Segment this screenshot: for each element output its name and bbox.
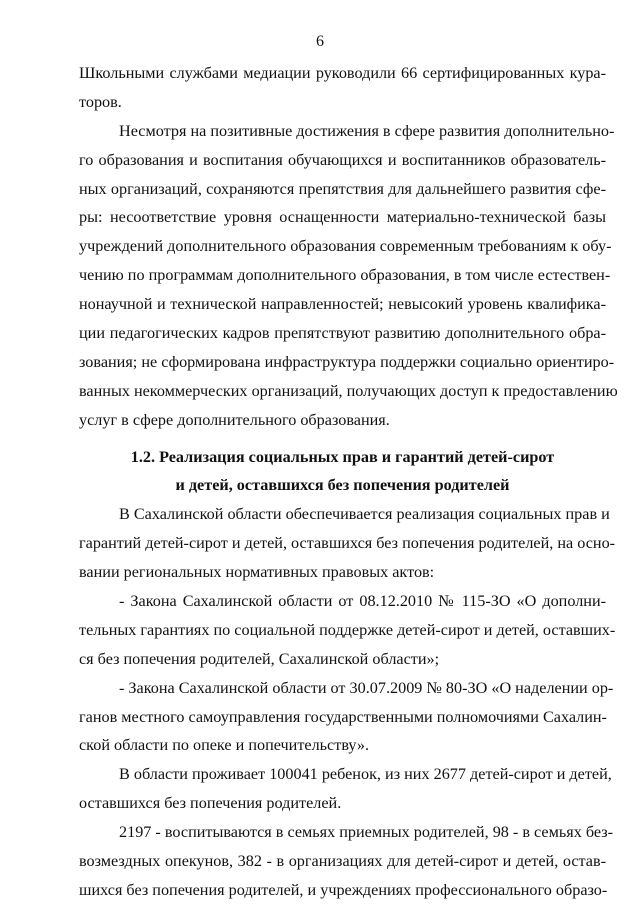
text-line: гарантий детей-сирот и детей, оставшихся без попечения родителей, на осно-: [79, 534, 616, 553]
section-heading-line-1: 1.2. Реализация социальных прав и гарантий детей-сирот: [130, 447, 555, 466]
text-line: ся без попечения родителей, Сахалинской области»;: [79, 649, 440, 668]
text-line: ции педагогических кадров препятствуют развитию дополнительного обра-: [79, 324, 606, 343]
paragraph-law-80: [79, 674, 614, 761]
text-line: оставшихся без попечения родителей.: [79, 794, 342, 813]
text-line: тельных гарантиях по социальной поддержке детей-сирот и детей, оставших-: [79, 620, 616, 639]
text-line: - Закона Сахалинской области от 08.12.2010 № 115-ЗО «О дополни-: [119, 592, 606, 611]
text-line: Несмотря на позитивные достижения в сфере развития дополнительно-: [119, 121, 615, 140]
text-line: ганов местного самоуправления государственными полномочиями Сахалин-: [79, 707, 607, 726]
text-line: ванных некоммерческих организаций, получающих доступ к предоставлению: [79, 381, 618, 400]
page-number: 6: [316, 33, 324, 50]
text-line: ных организаций, сохраняются препятствия для дальнейшего развития сфе-: [79, 179, 606, 198]
paragraph-law-115: [79, 587, 616, 674]
text-line: ры: несоответствие уровня оснащенности материально-технической базы: [79, 208, 606, 227]
text-line: услуг в сфере дополнительного образования.: [79, 410, 390, 429]
text-line: учреждений дополнительного образования современным требованиям к обу-: [79, 237, 612, 256]
text-line: ской области по опеке и попечительству».: [79, 736, 370, 755]
paragraph-mediation: [79, 59, 606, 117]
text-line: возмездных опекунов, 382 - в организациях для детей-сирот и детей, остав-: [79, 852, 606, 871]
text-line: го образования и воспитания обучающихся и воспитанников образователь-: [79, 150, 606, 169]
document-body: [79, 59, 618, 905]
text-line: чению по программам дополнительного образования, в том числе естествен-: [79, 266, 611, 285]
text-line: нонаучной и технической направленностей; невысокий уровень квалифика-: [79, 295, 606, 314]
text-line: 2197 - воспитываются в семьях приемных родителей, 98 - в семьях без-: [119, 823, 614, 842]
paragraph-placement: [79, 818, 614, 905]
text-line: торов.: [79, 92, 122, 111]
paragraph-sakhalin: [79, 500, 616, 587]
text-line: Школьными службами медиации руководили 66 сертифицированных кура-: [79, 64, 606, 82]
text-line: зования; не сформирована инфраструктура поддержки социально ориентиро-: [79, 352, 615, 371]
text-line: вании региональных нормативных правовых актов:: [79, 563, 435, 582]
section-heading-line-2: и детей, оставшихся без попечения родителей: [175, 476, 510, 495]
text-line: В Сахалинской области обеспечивается реализация социальных прав и: [119, 505, 610, 524]
text-line: - Закона Сахалинской области от 30.07.2009 № 80-ЗО «О наделении ор-: [119, 678, 614, 697]
text-line: В области проживает 100041 ребенок, из них 2677 детей-сирот и детей,: [119, 765, 612, 784]
paragraph-obstacles: [79, 117, 618, 435]
spacer: [79, 435, 606, 443]
paragraph-population: [79, 760, 612, 818]
text-line: шихся без попечения родителей, и учреждениях профессионального образо-: [79, 880, 608, 899]
section-heading: [79, 443, 606, 501]
